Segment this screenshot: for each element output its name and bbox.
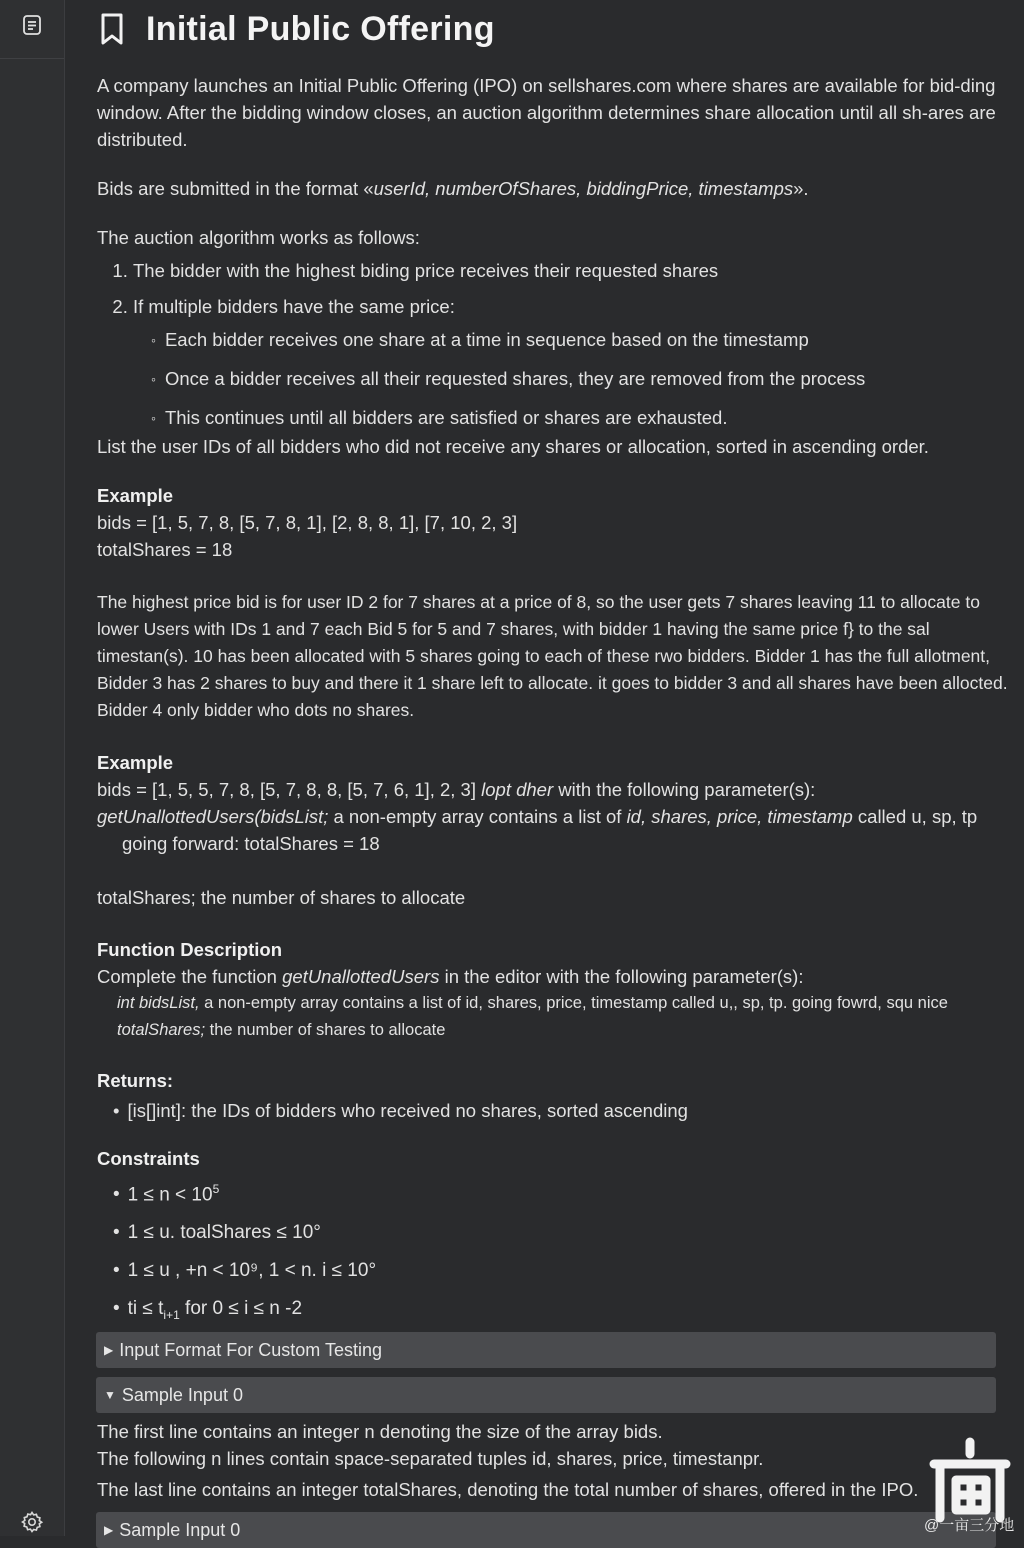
example-1-explanation: The highest price bid is for user ID 2 for 7 shares at a price of 8, so the user gets 7 shares leaving 11 to allocate to lower Users with IDs 1 and 7 each Bid 5 for 5 and 7 shares, with bidder 1 having the same price f} to the sal timestan(s). 10 has been allocated with 5 shares going to each of these rwo bidders. Bidder 1 has the full allotment, Bidder 3 has 2 shares to buy and there it 1 share left to allocate. it goes to bidder 3 and all shares have been allocted. Bidder 4 only bidder who dots no shares.	[97, 592, 1008, 720]
param-desc: a non-empty array contains a list of id, shares, price, timestamp called u,, sp, tp. going fowrd, squ nice	[204, 994, 948, 1012]
constraints-section	[97, 1145, 997, 1340]
rail-divider	[0, 58, 64, 59]
returns-item: • [is[]int]: the IDs of bidders who received no shares, sorted ascending	[113, 1097, 997, 1124]
func-desc-italic: id, shares, price, timestamp	[626, 806, 853, 827]
func-desc: a non-empty array contains a list of	[333, 806, 622, 827]
format-fields: userId, numberOfShares, biddingPrice, timestamps	[373, 178, 794, 199]
returns-list	[97, 1097, 997, 1124]
sample-line: The following n lines contain space-separated tuples id, shares, price, timestanpr.	[97, 1448, 764, 1469]
caret-down-icon: ▼	[104, 1388, 116, 1402]
step-item	[133, 293, 997, 433]
toggle-label: Sample Input 0	[119, 1519, 241, 1540]
caret-right-icon: ▶	[104, 1523, 114, 1537]
settings-icon[interactable]	[16, 1506, 48, 1538]
example-2	[97, 749, 997, 857]
sample-input-body	[97, 1418, 1002, 1503]
section-heading: Returns:	[97, 1070, 174, 1091]
constraint-item: • 1 ≤ u , +n < 10⁹, 1 < n. i ≤ 10°	[113, 1257, 997, 1284]
sub-step-item: ◦ Once a bidder receives all their requested shares, they are removed from the process	[151, 365, 997, 394]
sidebar-rail	[0, 0, 65, 1536]
bookmark-icon[interactable]	[96, 11, 128, 47]
watermark-text: @一亩三分地	[924, 1517, 1015, 1534]
toggle-label: Input Format For Custom Testing	[119, 1339, 383, 1360]
total-shares-note: totalShares; the number of shares to allocate	[97, 887, 466, 908]
example-bids: bids = [1, 5, 5, 7, 8, [5, 7, 8, 8, [5, 7, 6, 1], 2, 3]	[97, 779, 476, 800]
caret-right-icon: ▶	[104, 1343, 114, 1357]
task-statement: List the user IDs of all bidders who did not receive any shares or allocation, sorted in ascending order.	[97, 436, 929, 457]
returns-section	[97, 1067, 997, 1135]
going-forward: going forward: totalShares = 18	[122, 833, 380, 854]
section-heading: Function Description	[97, 939, 282, 960]
format-suffix: ».	[793, 178, 809, 199]
sample-line: The last line contains an integer totalShares, denoting the total number of shares, offered in the IPO.	[97, 1479, 919, 1500]
fd-func: getUnallottedUsers	[282, 966, 440, 987]
sub-steps	[133, 326, 997, 433]
constraints-list	[97, 1176, 997, 1329]
algorithm-section	[97, 224, 997, 443]
example-bids: bids = [1, 5, 7, 8, [5, 7, 8, 1], [2, 8, 8, 1], [7, 10, 2, 3]	[97, 512, 518, 533]
step-item: 1. The bidder with the highest biding price receives their requested shares	[133, 257, 997, 284]
func-name: getUnallottedUsers(bidsList;	[97, 806, 329, 827]
algorithm-steps	[97, 257, 997, 433]
constraint-subscript: i+1	[163, 1308, 180, 1323]
constraint-text: for 0 ≤ i ≤ n -2	[179, 1298, 303, 1320]
constraint-text: 1 ≤ n < 10	[127, 1184, 213, 1206]
func-desc-end: called u, sp, tp	[857, 806, 978, 827]
fd-param1	[97, 990, 997, 1017]
notes-icon[interactable]	[16, 9, 48, 41]
garbled-text: lopt dher	[481, 779, 554, 800]
example-heading: Example	[97, 752, 174, 773]
constraint-item: • 1 ≤ u. toalShares ≤ 10°	[113, 1219, 997, 1246]
constraint-text: ti ≤ t	[127, 1298, 164, 1320]
toggle-label: Sample Input 0	[121, 1384, 243, 1405]
format-line	[97, 175, 809, 202]
step-text: If multiple bidders have the same price:	[133, 296, 455, 317]
param-name: totalShares;	[117, 1021, 206, 1039]
sub-step-item: ◦ This continues until all bidders are satisfied or shares are exhausted.	[151, 404, 997, 433]
fd-param2	[97, 1017, 997, 1044]
example-1	[97, 482, 997, 563]
fd-suffix: in the editor with the following parameter(s):	[444, 966, 804, 987]
sample-input-toggle-2[interactable]	[96, 1512, 996, 1548]
algorithm-intro: The auction algorithm works as follows:	[97, 227, 420, 248]
example-2-bids	[97, 776, 997, 803]
example-2-func	[97, 803, 997, 830]
param-desc: the number of shares to allocate	[209, 1021, 446, 1039]
constraint-item	[113, 1176, 997, 1208]
sample-line: The first line contains an integer n denoting the size of the array bids.	[97, 1421, 663, 1442]
example-heading: Example	[97, 485, 174, 506]
fd-line1	[97, 963, 997, 990]
section-heading: Constraints	[97, 1148, 200, 1169]
constraint-exponent: 5	[212, 1182, 220, 1196]
function-description	[97, 936, 997, 1044]
example-total: totalShares = 18	[97, 539, 233, 560]
bids-tail: with the following parameter(s):	[558, 779, 816, 800]
constraint-item	[113, 1295, 997, 1329]
input-format-toggle[interactable]	[96, 1332, 996, 1368]
intro-paragraph: A company launches an Initial Public Offering (IPO) on sellshares.com where shares are available for bid-ding window. After the bidding window closes, an auction algorithm determines share allocation until all sh-ares are distributed.	[97, 75, 996, 150]
sub-step-item: ◦ Each bidder receives one share at a time in sequence based on the timestamp	[151, 326, 997, 355]
sample-input-toggle[interactable]	[96, 1377, 996, 1413]
param-type: int bidsList,	[117, 994, 200, 1012]
title-row	[96, 6, 495, 52]
format-prefix: Bids are submitted in the format «	[97, 178, 374, 199]
fd-prefix: Complete the function	[97, 966, 277, 987]
page-title: Initial Public Offering	[146, 9, 495, 48]
